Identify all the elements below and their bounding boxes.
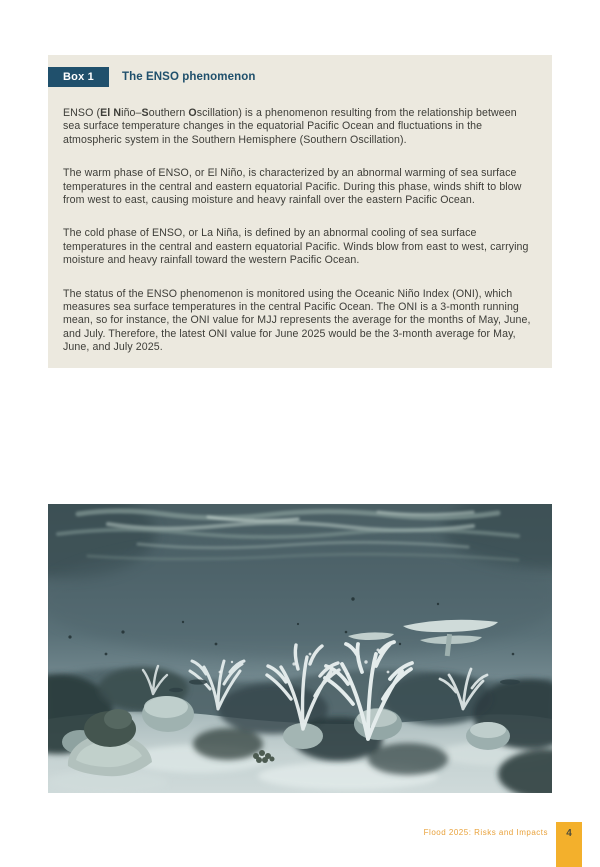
footer-report-title: Flood 2025: Risks and Impacts <box>423 828 548 837</box>
paragraph-oni-monitoring: The status of the ENSO phenomenon is monitored using the Oceanic Niño Index (ONI), which measures sea surface temperatures in the central Pacific Ocean. The ONI is a 3-month running mean, so for instance, the ONI value for MJJ represents the average for the months of May, June, and July. Therefore, the latest ONI value for June 2025 would be the 3-month average for May, June, and July 2025. <box>63 287 531 354</box>
box-number-label: Box 1 <box>48 67 109 87</box>
coral-reef-illustration <box>48 504 552 793</box>
coral-reef-photo <box>48 504 552 793</box>
paragraph-cold-phase: The cold phase of ENSO, or La Niña, is defined by an abnormal cooling of sea surface temperatures in the central and eastern equatorial Pacific. Winds blow from east to west, carrying moisture and heavy rainfall toward the western Pacific Ocean. <box>63 227 529 267</box>
paragraph-warm-phase: The warm phase of ENSO, or El Niño, is characterized by an abnormal warming of sea surface temperatures in the central and eastern equatorial Pacific. During this phase, winds shift to blow from west to east, causing moisture and heavy rainfall over the eastern Pacific Ocean. <box>63 167 522 207</box>
page-number: 4 <box>566 828 572 839</box>
box-header <box>48 67 552 87</box>
box-title: The ENSO phenomenon <box>121 71 256 83</box>
box-body <box>48 87 552 355</box>
page-number-badge <box>556 822 582 867</box>
enso-info-box <box>48 55 552 368</box>
paragraph-enso-definition: ENSO (El Niño–Southern Oscillation) is a phenomenon resulting from the relationship between sea surface temperature changes in the equatorial Pacific Ocean and fluctuations in the atmospheric system in the Southern Hemisphere (Southern Oscillation). <box>63 107 517 146</box>
